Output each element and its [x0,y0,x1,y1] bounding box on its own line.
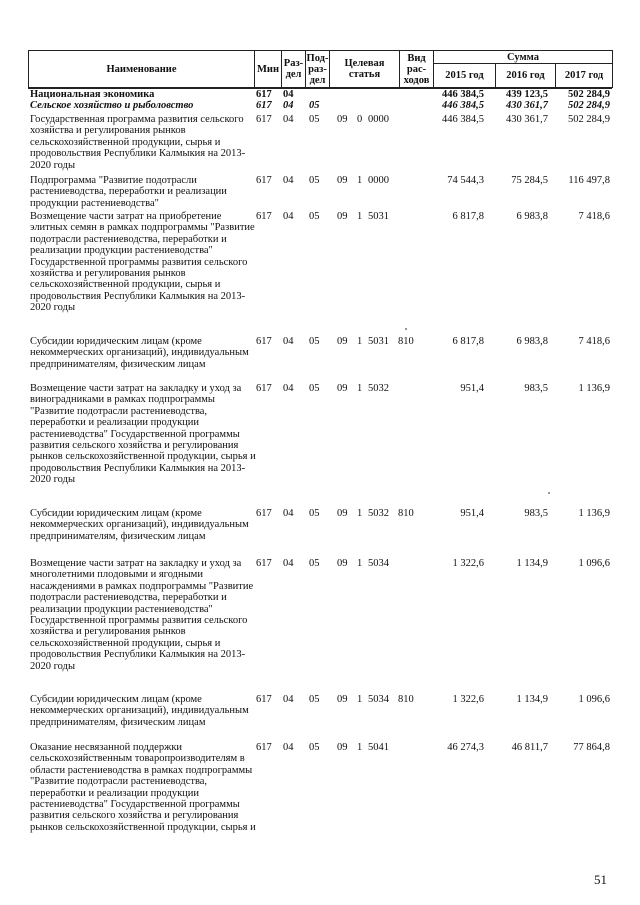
row-cs3: 5034 [368,558,389,569]
header-2016: 2016 год [496,64,556,88]
row-y15: 446 384,5 [442,89,484,100]
row-y17: 7 418,6 [578,211,610,222]
row-cs2: 1 [357,383,363,394]
row-y16: 430 361,7 [506,100,548,111]
row-y17: 1 136,9 [578,383,610,394]
row-prz: 05 [309,211,320,222]
row-min: 617 [256,100,272,111]
row-rz: 04 [283,383,294,394]
row-y17: 1 136,9 [578,508,610,519]
row-cs1: 09 [337,114,348,125]
row-y17: 1 096,6 [578,558,610,569]
row-vid: 810 [398,336,414,347]
header-vid: Вид рас-ходов [400,51,434,88]
row-y16: 75 284,5 [511,175,548,186]
row-rz: 04 [283,89,294,100]
row-prz: 05 [309,694,320,705]
row-cs2: 1 [357,558,363,569]
row-y15: 446 384,5 [442,114,484,125]
header-name: Наименование [29,51,255,88]
row-min: 617 [256,558,272,569]
row-min: 617 [256,508,272,519]
row-y16: 1 134,9 [516,694,548,705]
row-y15: 1 322,6 [452,558,484,569]
row-cs3: 5041 [368,742,389,753]
row-name: Возмещение части затрат на закладку и уход за многолетними плодовыми и ягодными насаждениями в рамках подпрограммы "Развитие подотрасли растениеводства, переработки и реализации продукции растениеводства" Государственной программы развития сельского хозяйства и регулирования рынков сельскохозяйственной продукции, сырья и продовольствия Республики Калмыкия на 2013-2020 годы [30,558,254,672]
row-rz: 04 [283,336,294,347]
header-podrazdel: Под-раз-дел [306,52,329,86]
row-cs3: 5032 [368,383,389,394]
row-y15: 446 384,5 [442,100,484,111]
row-name: Сельское хозяйство и рыболовство [30,100,194,111]
row-min: 617 [256,383,272,394]
row-cs1: 09 [337,558,348,569]
row-cs1: 09 [337,175,348,186]
row-cs1: 09 [337,336,348,347]
row-name: Возмещение части затрат на приобретение элитных семян в рамках подпрограммы "Развитие подотрасли растениеводства, переработки и реализации продукции растениеводства" Государственной программы развития сельского хозяйства и регулирования рынков сельскохозяйственной продукции, сырья и продовольствия Республики Калмыкия на 2013-2020 годы [30,211,255,314]
row-prz: 05 [309,742,320,753]
row-cs1: 09 [337,742,348,753]
row-y17: 7 418,6 [578,336,610,347]
row-rz: 04 [283,742,294,753]
row-prz: 05 [309,175,320,186]
row-rz: 04 [283,114,294,125]
row-y15: 951,4 [460,508,484,519]
row-y16: 46 811,7 [511,742,548,753]
row-cs1: 09 [337,211,348,222]
row-cs2: 1 [357,742,363,753]
row-y15: 6 817,8 [452,336,484,347]
row-name: Подпрограмма "Развитие подотрасли растениеводства, переработки и реализации продукции растениеводства" [30,175,227,209]
row-vid: 810 [398,508,414,519]
row-rz: 04 [283,508,294,519]
row-y15: 46 274,3 [447,742,484,753]
row-cs3: 0000 [368,114,389,125]
row-y16: 983,5 [524,508,548,519]
row-y17: 502 284,9 [568,100,610,111]
row-cs2: 0 [357,114,363,125]
row-prz: 05 [309,114,320,125]
row-cs1: 09 [337,694,348,705]
row-prz: 05 [309,558,320,569]
row-name: Субсидии юридическим лицам (кроме некоммерческих организаций), индивидуальным предпринимателям, физическим лицам [30,336,249,370]
header-2017: 2017 год [556,64,613,88]
row-rz: 04 [283,175,294,186]
table-header [28,50,613,88]
row-name: Национальная экономика [30,89,155,100]
row-cs2: 1 [357,175,363,186]
row-prz: 05 [309,100,320,111]
row-prz: 05 [309,383,320,394]
scan-speck [548,492,550,494]
row-min: 617 [256,114,272,125]
row-y17: 502 284,9 [568,89,610,100]
row-y16: 6 983,8 [516,336,548,347]
row-y15: 951,4 [460,383,484,394]
header-sum: Сумма [434,51,613,64]
row-cs2: 1 [357,508,363,519]
row-min: 617 [256,336,272,347]
row-name: Государственная программа развития сельского хозяйства и регулирования рынков сельскохозяйственной продукции, сырья и продовольствия Республики Калмыкия на 2013-2020 годы [30,114,246,171]
row-min: 617 [256,89,272,100]
row-cs1: 09 [337,383,348,394]
row-name: Субсидии юридическим лицам (кроме некоммерческих организаций), индивидуальным предпринимателям, физическим лицам [30,694,249,728]
row-min: 617 [256,211,272,222]
row-y16: 6 983,8 [516,211,548,222]
row-rz: 04 [283,558,294,569]
row-y16: 983,5 [524,383,548,394]
row-cs2: 1 [357,694,363,705]
row-min: 617 [256,694,272,705]
header-razdel: Раз-дел [282,51,306,88]
row-cs2: 1 [357,211,363,222]
scan-speck [405,328,407,330]
row-y15: 6 817,8 [452,211,484,222]
row-min: 617 [256,742,272,753]
row-y17: 502 284,9 [568,114,610,125]
row-prz: 05 [309,336,320,347]
row-y17: 1 096,6 [578,694,610,705]
row-y17: 77 864,8 [573,742,610,753]
row-rz: 04 [283,100,294,111]
row-y17: 116 497,8 [568,175,610,186]
row-cs1: 09 [337,508,348,519]
row-rz: 04 [283,211,294,222]
header-min: Мин [255,51,282,88]
row-y16: 439 123,5 [506,89,548,100]
row-y15: 1 322,6 [452,694,484,705]
row-rz: 04 [283,694,294,705]
page-number: 51 [594,872,607,887]
header-2015: 2015 год [434,64,496,88]
row-cs3: 5034 [368,694,389,705]
row-y15: 74 544,3 [447,175,484,186]
row-name: Возмещение части затрат на закладку и уход за виноградниками в рамках подпрограммы "Развитие подотрасли растениеводства, переработки и реализации продукции растениеводства" Государственной программы развития сельского хозяйства и регулирования рынков сельскохозяйственной продукции, сырья и продовольствия Республики Калмыкия на 2013-2020 годы [30,383,256,486]
row-y16: 1 134,9 [516,558,548,569]
row-y16: 430 361,7 [506,114,548,125]
row-name: Оказание несвязанной поддержки сельскохозяйственным товаропроизводителям в области растениеводства в рамках подпрограммы "Развитие подотрасли растениеводства, переработки и реализации продукции растениеводства" Государственной программы развития сельского хозяйства и регулирования рынков сельскохозяйственной продукции, сырья и [30,742,256,833]
row-min: 617 [256,175,272,186]
row-cs3: 5031 [368,336,389,347]
row-cs3: 5031 [368,211,389,222]
row-vid: 810 [398,694,414,705]
header-target: Целевая статья [330,51,400,88]
row-prz: 05 [309,508,320,519]
row-name: Субсидии юридическим лицам (кроме некоммерческих организаций), индивидуальным предпринимателям, физическим лицам [30,508,249,542]
row-cs3: 5032 [368,508,389,519]
row-cs2: 1 [357,336,363,347]
row-cs3: 0000 [368,175,389,186]
